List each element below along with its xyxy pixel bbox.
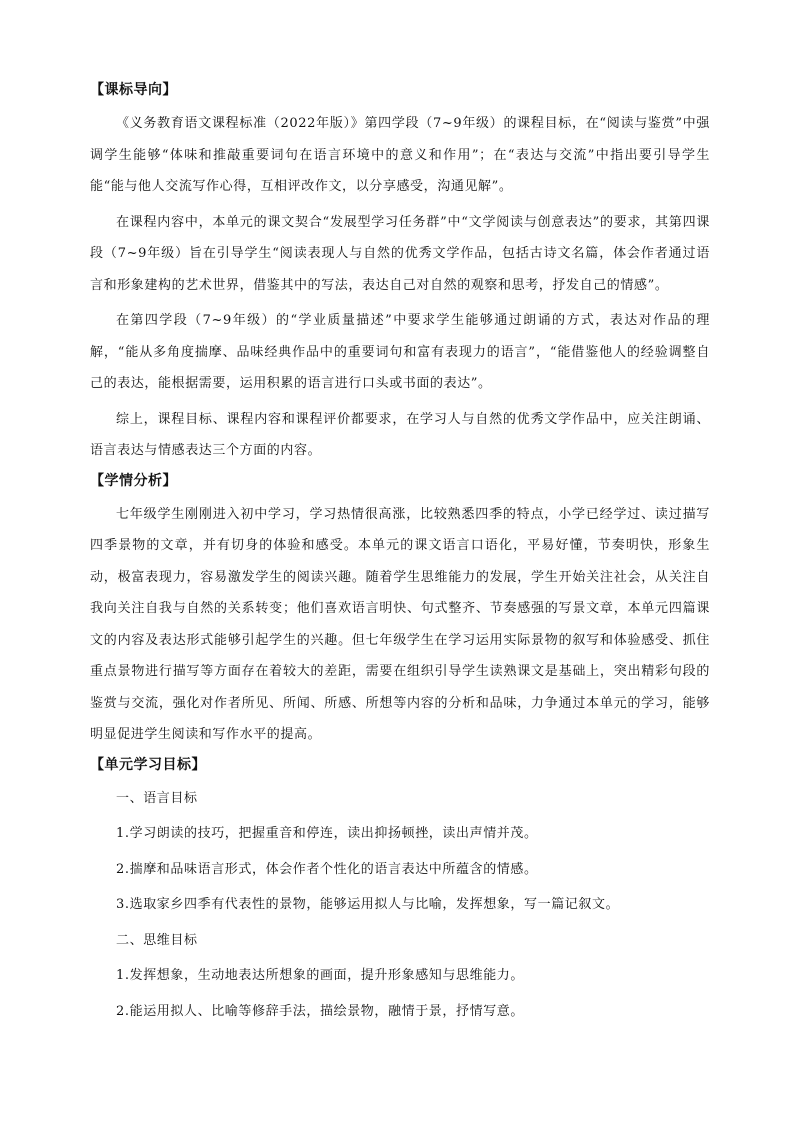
- goal-item: 2.能运用拟人、比喻等修辞手法，描绘景物，融情于景，抒情写意。: [116, 1003, 525, 1019]
- document-content: [90, 80, 710, 1031]
- goal-item: 1.学习朗读的技巧，把握重音和停连，读出抑扬顿挫，读出声情并茂。: [116, 826, 538, 841]
- goal-item: 3.选取家乡四季有代表性的景物，能够运用拟人与比喻，发挥想象，写一篇记叙文。: [116, 897, 620, 912]
- goal-group-title: 二、思维目标: [116, 932, 198, 948]
- section-heading-analysis: 【学情分析】: [90, 472, 177, 489]
- paragraph: 在第四学段（7~9年级）的“学业质量描述”中要求学生能够通过朗诵的方式，表达对作品的理解，“能从多角度揣摩、品味经典作品中的重要词句和富有表现力的语言”，“能借鉴他人的经验调整自己的表达，能根据需要，运用积累的语言进行口头或书面的表达”。: [90, 313, 710, 391]
- paragraph: 综上，课程目标、课程内容和课程评价都要求，在学习人与自然的优秀文学作品中，应关注朗诵、语言表达与情感表达三个方面的内容。: [90, 411, 710, 458]
- section-heading-curriculum: 【课标导向】: [90, 82, 177, 98]
- goal-group-title: 一、语言目标: [116, 790, 198, 806]
- paragraph: 在课程内容中，本单元的课文契合“发展型学习任务群”中“文学阅读与创意表达”的要求，其第四课段（7~9年级）旨在引导学生“阅读表现人与自然的优秀文学作品，包括古诗文名篇，体会作者通过语言和形象建构的艺术世界，借鉴其中的写法，表达自己对自然的观察和思考，抒发自己的情感”。: [90, 214, 710, 293]
- section-heading-goals: 【单元学习目标】: [90, 756, 206, 773]
- paragraph: 七年级学生刚刚进入初中学习，学习热情很高涨，比较熟悉四季的特点，小学已经学过、读过描写四季景物的文章，并有切身的体验和感受。本单元的课文语言口语化，平易好懂，节奏明快，形象生动，极富表现力，容易激发学生的阅读兴趣。随着学生思维能力的发展，学生开始关注社会，从关注自我向关注自我与自然的关系转变；他们喜欢语言明快、句式整齐、节奏感强的写景文章，本单元四篇课文的内容及表达形式能够引起学生的兴趣。但七年级学生在学习运用实际景物的叙写和体验感受、抓住重点景物进行描写等方面存在着较大的差距，需要在组织引导学生读熟课文是基础上，突出精彩句段的鉴赏与交流，强化对作者所见、所闻、所感、所想等内容的分析和品味，力争通过本单元的学习，能够明显促进学生阅读和写作水平的提高。: [90, 506, 710, 742]
- paragraph: 《义务教育语文课程标准（2022年版）》第四学段（7~9年级）的课程目标，在“阅读与鉴赏”中强调学生能够“体味和推敲重要词句在语言环境中的意义和作用”；在“表达与交流”中指出要引导学生能“能与他人交流写作心得，互相评改作文，以分享感受，沟通见解”。: [90, 116, 710, 194]
- goal-item: 1.发挥想象，生动地表达所想象的画面，提升形象感知与思维能力。: [116, 968, 525, 983]
- goal-item: 2.揣摩和品味语言形式，体会作者个性化的语言表达中所蕴含的情感。: [116, 861, 538, 877]
